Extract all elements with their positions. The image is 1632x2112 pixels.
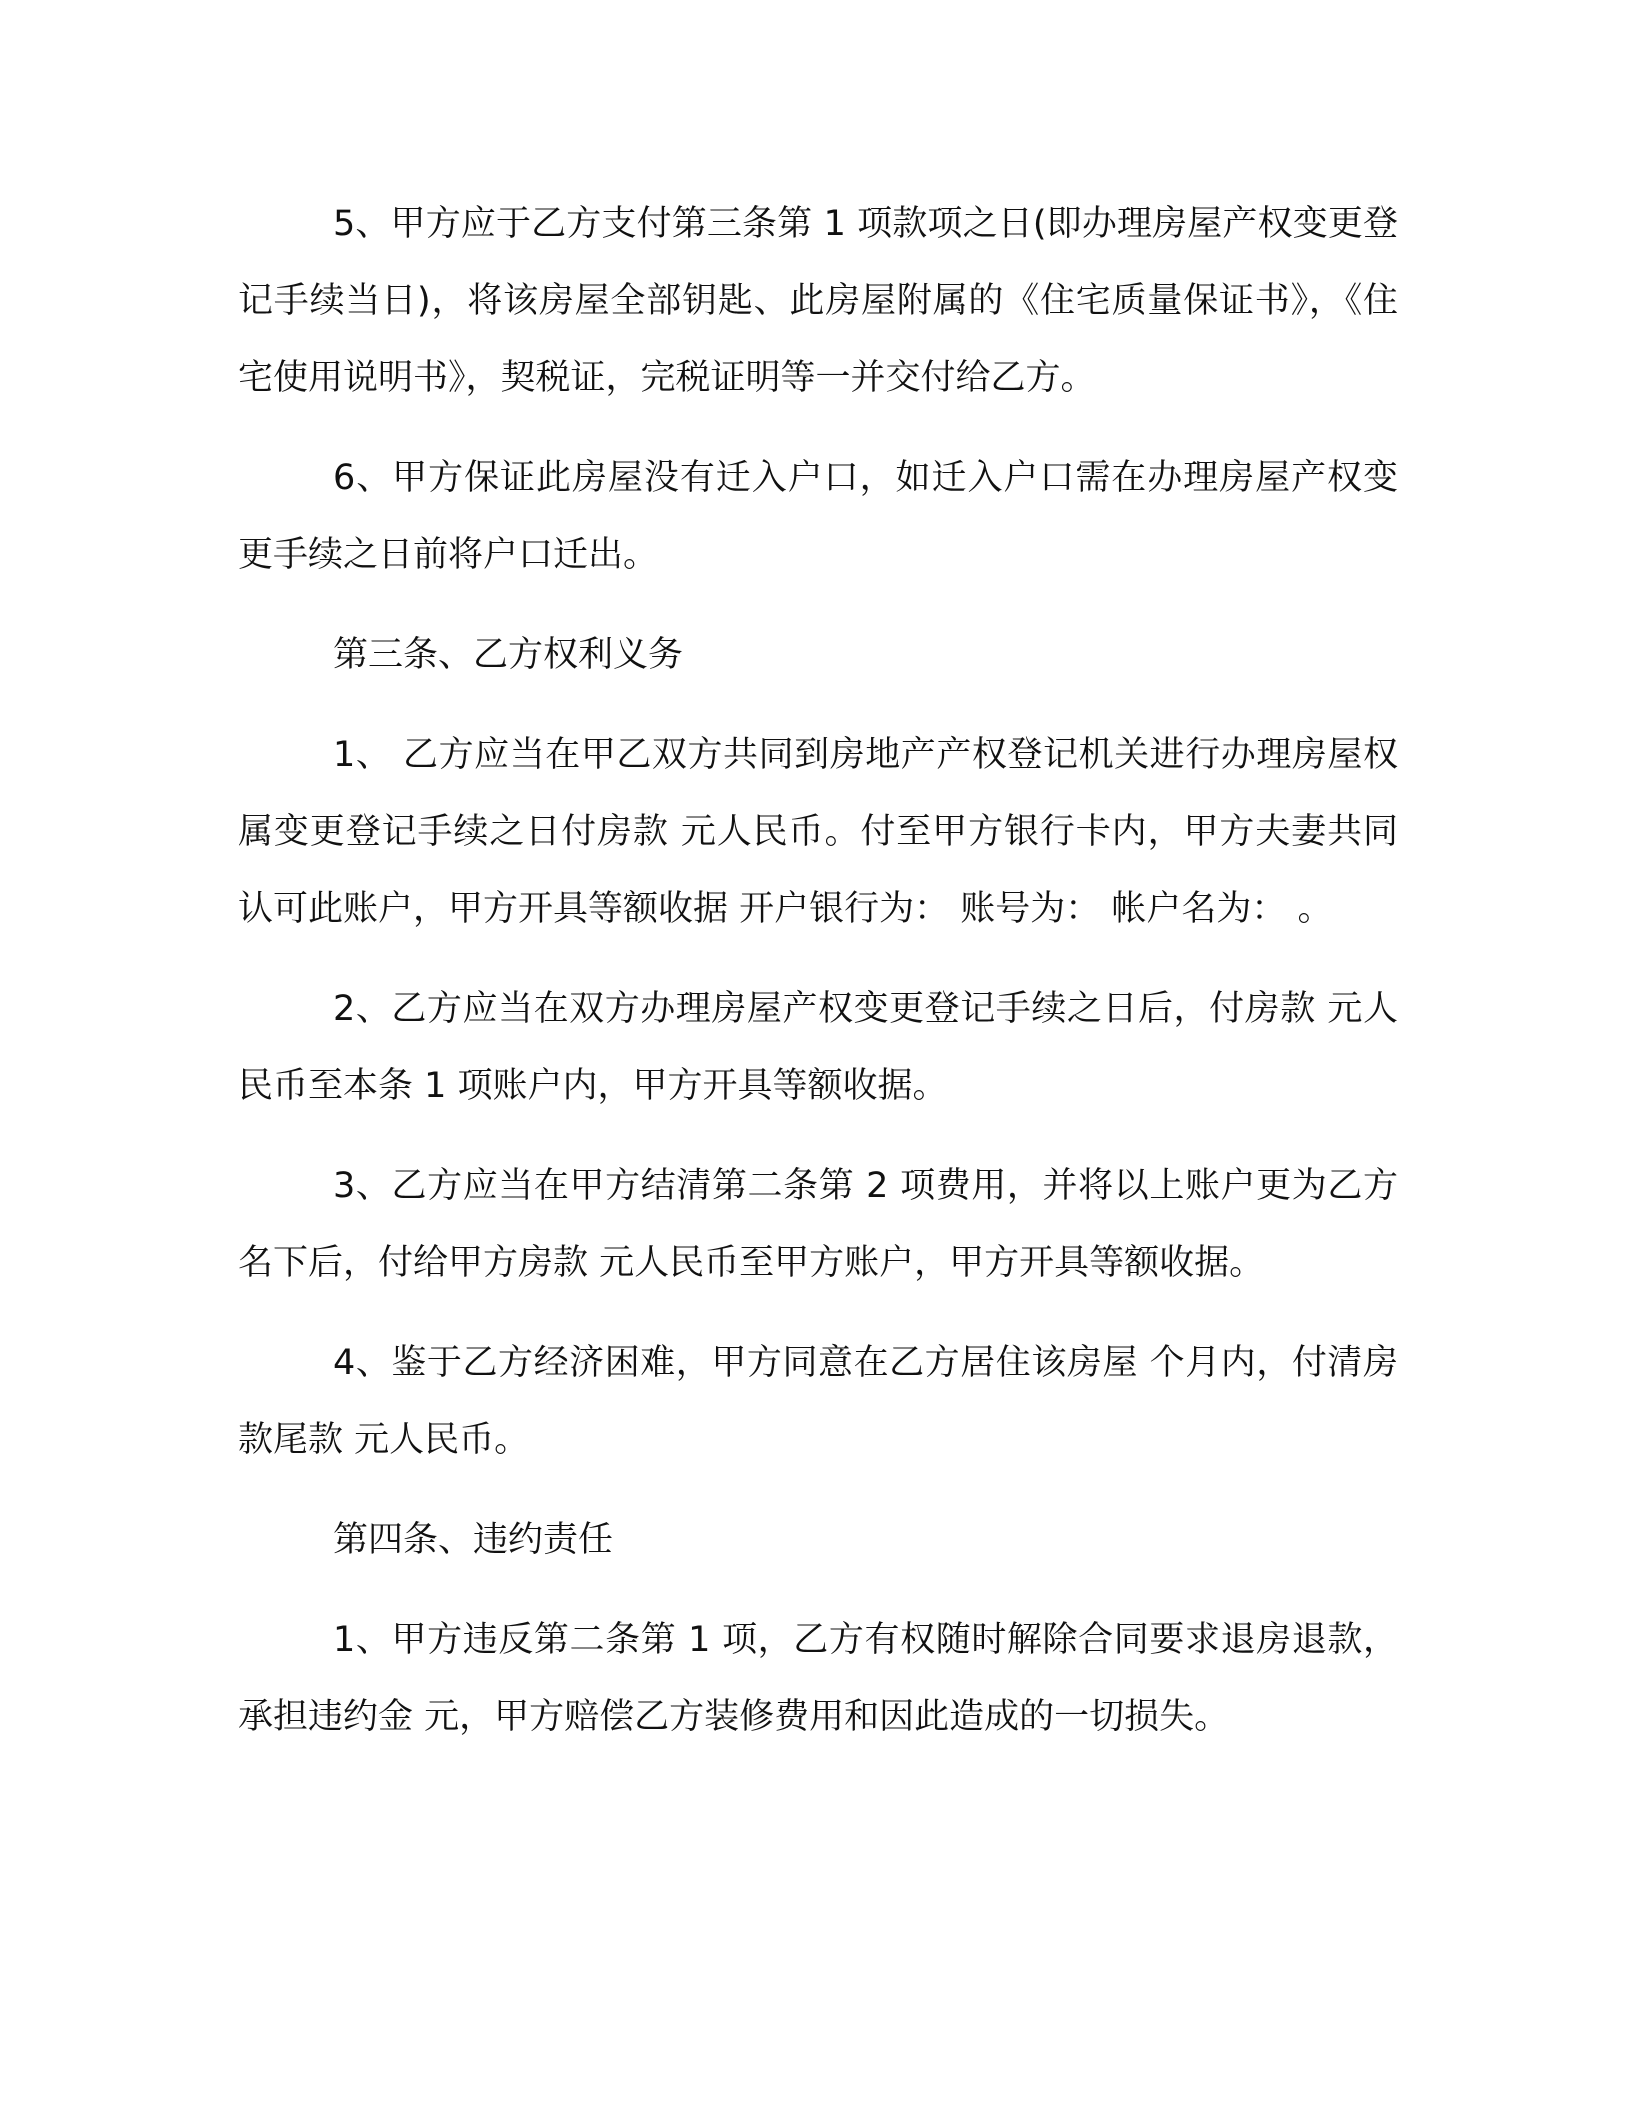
clause-paragraph-3-2: 2、乙方应当在双方办理房屋产权变更登记手续之日后，付房款 元人民币至本条 1 项账户内，甲方开具等额收据。 bbox=[238, 989, 1398, 1106]
section-heading-article-3: 第三条、乙方权利义务 bbox=[333, 635, 684, 675]
clause-paragraph-4-1: 1、甲方违反第二条第 1 项，乙方有权随时解除合同要求退房退款，承担违约金 元，甲方赔偿乙方装修费用和因此造成的一切损失。 bbox=[238, 1620, 1398, 1737]
section-heading-article-4: 第四条、违约责任 bbox=[333, 1520, 614, 1560]
clause-paragraph-3-4: 4、鉴于乙方经济困难，甲方同意在乙方居住该房屋 个月内，付清房款尾款 元人民币。 bbox=[238, 1343, 1398, 1460]
clause-paragraph-3-3: 3、乙方应当在甲方结清第二条第 2 项费用，并将以上账户更为乙方名下后，付给甲方房款 元人民币至甲方账户，甲方开具等额收据。 bbox=[238, 1166, 1398, 1283]
clause-paragraph-5: 5、甲方应于乙方支付第三条第 1 项款项之日(即办理房屋产权变更登记手续当日)，将该房屋全部钥匙、此房屋附属的《住宅质量保证书》，《住宅使用说明书》，契税证，完税证明等一并交付给乙方。 bbox=[238, 204, 1398, 398]
document-body bbox=[238, 186, 1398, 1779]
clause-paragraph-6: 6、甲方保证此房屋没有迁入户口，如迁入户口需在办理房屋产权变更手续之日前将户口迁出。 bbox=[238, 458, 1398, 575]
clause-paragraph-3-1: 1、 乙方应当在甲乙双方共同到房地产产权登记机关进行办理房屋权属变更登记手续之日付房款 元人民币。付至甲方银行卡内，甲方夫妻共同认可此账户，甲方开具等额收据 开户银行为： 账号为： 帐户名为： 。 bbox=[238, 735, 1398, 929]
